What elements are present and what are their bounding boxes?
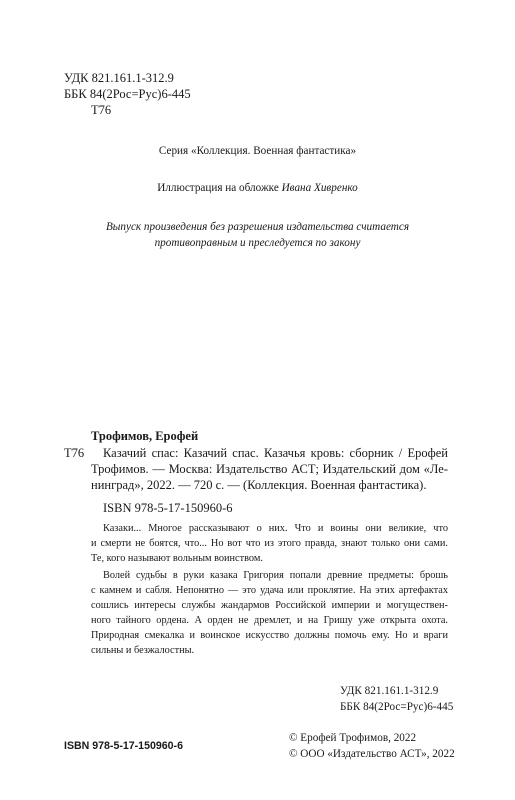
- illustration-prefix: Иллюстрация на обложке: [157, 182, 282, 194]
- annotation-p2-line-2: с камнем и сабля. Непонятно — это удача или проклятие. На этих артефактах: [91, 585, 448, 596]
- illustration-artist: Ивана Хивренко: [281, 182, 358, 194]
- annotation-p1-line-1: Казаки... Многое рассказывают о них. Что и воины они великие, что: [103, 523, 448, 534]
- catalog-description-line-3: нинград», 2022. — 720 с. — (Коллекция. Военная фантастика).: [91, 478, 427, 492]
- copyright-warning-line-1: Выпуск произведения без разрешения издательства считается: [105, 221, 410, 233]
- annotation-p2-line-5: Природная смекалка и воинское искусство должны помочь ему. Но и враги: [91, 630, 448, 641]
- udk-code: УДК 821.161.1-312.9: [64, 71, 174, 85]
- annotation-p1-line-3: Те, кого называют вольным воинством.: [91, 553, 263, 564]
- annotation-p1-line-2: и смерти не боятся, что... Но вот что из этого правда, знают только они сами.: [91, 538, 448, 549]
- copyright-author: © Ерофей Трофимов, 2022: [289, 732, 417, 744]
- author-mark: Т76: [91, 103, 112, 117]
- illustration-credit: [0, 180, 515, 196]
- series-line: Серия «Коллекция. Военная фантастика»: [158, 145, 357, 157]
- annotation-p2-line-4: ного тайного ордена. А орден не дремлет, и на Гришу уже открыта охота.: [91, 615, 448, 626]
- annotation-p2-line-3: сошлись интересы службы жандармов Российской империи и могуществен-: [91, 600, 448, 611]
- bottom-bbk-code: ББК 84(2Рос=Рус)6-445: [340, 701, 454, 713]
- catalog-isbn: ISBN 978-5-17-150960-6: [103, 501, 233, 515]
- bottom-udk-code: УДК 821.161.1-312.9: [340, 685, 439, 697]
- catalog-mark: Т76: [64, 446, 85, 460]
- bbk-code: ББК 84(2Рос=Рус)6-445: [64, 87, 191, 101]
- footer-isbn: ISBN 978-5-17-150960-6: [64, 740, 183, 752]
- catalog-description-line-2: Трофимов. — Москва: Издательство АСТ; Издательский дом «Ле-: [91, 462, 448, 476]
- copyright-warning-line-2: противоправным и преследуется по закону: [154, 237, 361, 249]
- annotation-p2-line-6: сильны и безжалостны.: [91, 645, 195, 656]
- annotation-p2-line-1: Волей судьбы в руки казака Григория попали древние предметы: брошь: [103, 570, 448, 581]
- copyright-publisher: © ООО «Издательство АСТ», 2022: [289, 748, 455, 760]
- catalog-author: Трофимов, Ерофей: [91, 429, 199, 443]
- catalog-description-line-1: Казачий спас: Казачий спас. Казачья кровь: сборник / Ерофей: [103, 446, 448, 460]
